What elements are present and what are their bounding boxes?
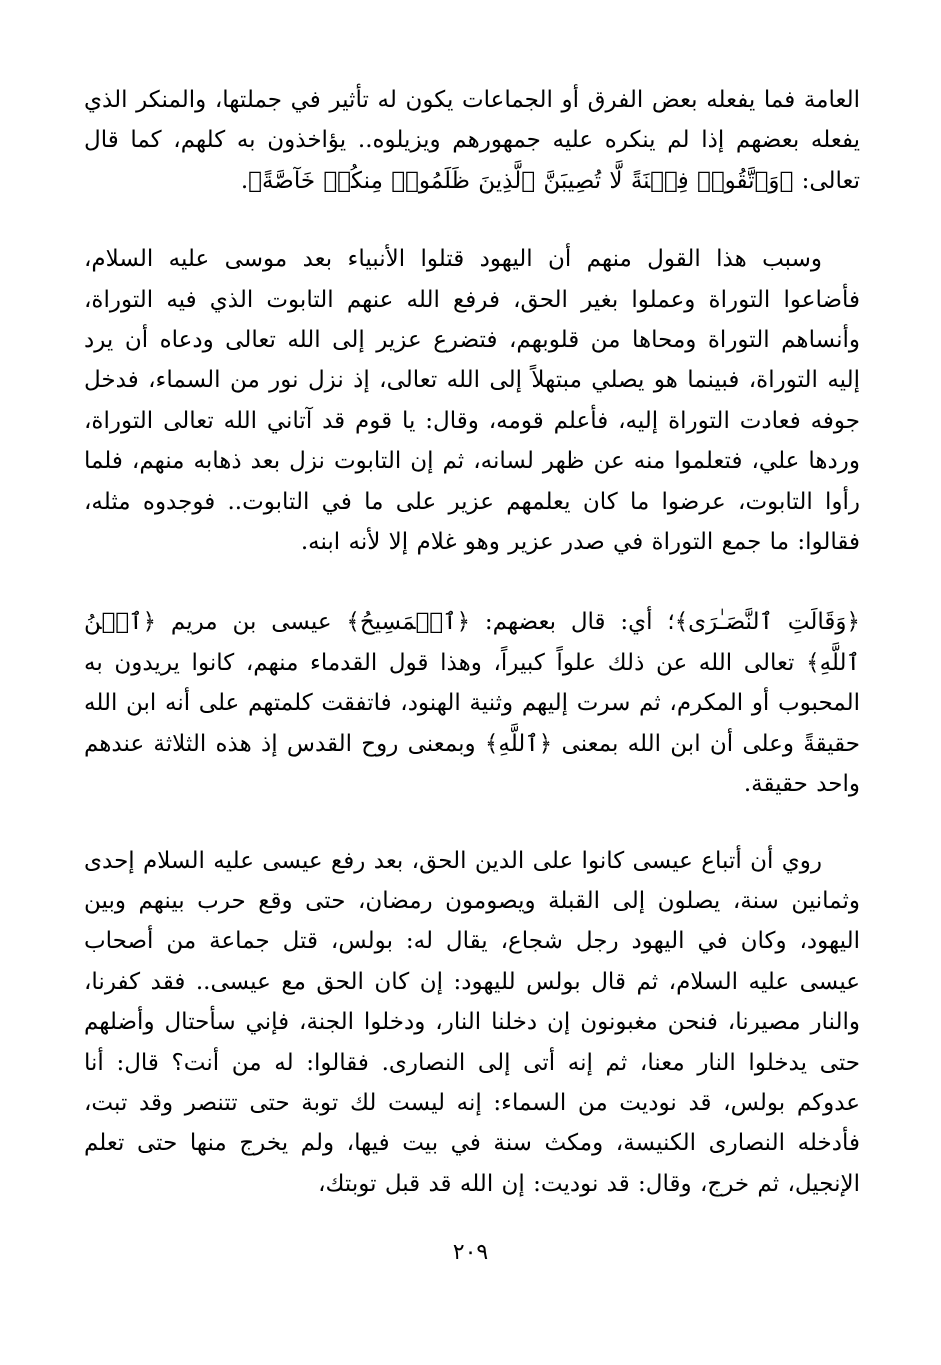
book-page (84, 80, 860, 1236)
paragraph-1: العامة فما يفعله بعض الفرق أو الجماعات يكون له تأثير في جملتها، والمنكر الذي يفعله بعضهم إذا لم ينكره عليه جمهورهم ويزيلوه.. يؤاخذون به كلهم، كما قال تعالى: ﴿وَٱتَّقُوا۟ فِتۡنَةً لَّا تُصِيبَنَّ ٱلَّذِينَ ظَلَمُوا۟ مِنكُمۡ خَآصَّةً﴾. (84, 87, 860, 194)
paragraph-3: ﴿وَقَالَتِ ٱلنَّصَـٰرَى﴾؛ أي: قال بعضهم: ﴿ٱلۡمَسِيحُ﴾ عيسى بن مريم ﴿ٱبۡنُ ٱللَّهِ﴾ تعالى الله عن ذلك علواً كبيراً، وهذا قول القدماء منهم، كانوا يريدون به المحبوب أو المكرم، ثم سرت إليهم وثنية الهنود، فاتفقت كلمتهم على أنه ابن الله حقيقةً وعلى أن ابن الله بمعنى ﴿ٱللَّهِ﴾ وبمعنى روح القدس إذ هذه الثلاثة عندهم واحد حقيقة. (84, 609, 860, 798)
page-number: ٢٠٩ (452, 1240, 489, 1265)
paragraph-4: روي أن أتباع عيسى كانوا على الدين الحق، بعد رفع عيسى عليه السلام إحدى وثمانين سنة، يصلون إلى القبلة ويصومون رمضان، حتى وقع حرب بينهم وبين اليهود، وكان في اليهود رجل شجاع، يقال له: بولس، قتل جماعة من أصحاب عيسى عليه السلام، ثم قال بولس لليهود: إن كان الحق مع عيسى.. فقد كفرنا، والنار مصيرنا، فنحن مغبونون إن دخلنا النار، ودخلوا الجنة، فإني سأحتال وأضلهم حتى يدخلوا النار معنا، ثم إنه أتى إلى النصارى. فقالوا: له من أنت؟ قال: أنا عدوكم بولس، قد نوديت من السماء: إنه ليست لك توبة حتى تتنصر وقد تبت، فأدخله النصارى الكنيسة، ومكث سنة في بيت فيها، ولم يخرج منها حتى تعلم الإنجيل، ثم خرج، وقال: قد نوديت: إن الله قد قبل توبتك، (84, 847, 860, 1197)
paragraph-2: وسبب هذا القول منهم أن اليهود قتلوا الأنبياء بعد موسى عليه السلام، فأضاعوا التوراة وعملوا بغير الحق، فرفع الله عنهم التابوت الذي فيه التوراة، وأنساهم التوراة ومحاها من قلوبهم، فتضرع عزير إلى الله تعالى ودعاه أن يرد إليه التوراة، فبينما هو يصلي مبتهلاً إلى الله تعالى، إذ نزل نور من السماء، فدخل جوفه فعادت التوراة إليه، فأعلم قومه، وقال: يا قوم قد آتاني الله تعالى التوراة، وردها علي، فتعلموا منه عن ظهر لسانه، ثم إن التابوت نزل بعد ذهابه منهم، فلما رأوا التابوت، عرضوا ما كان يعلمهم عزير على ما في التابوت.. فوجدوه مثله، فقالوا: ما جمع التوراة في صدر عزير وهو غلام إلا لأنه ابنه. (84, 246, 860, 556)
